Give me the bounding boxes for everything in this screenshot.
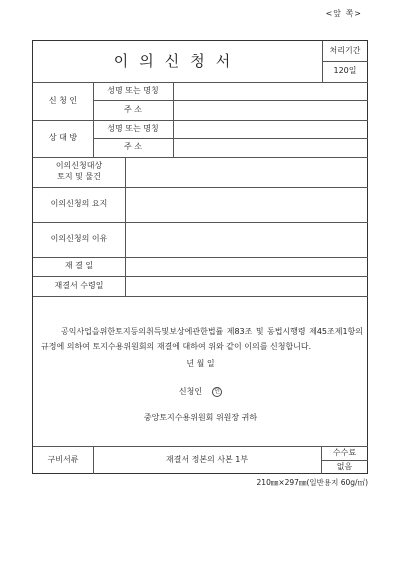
- fee-label: 수수료: [332, 447, 357, 457]
- counterparty-name-label: 성명 또는 명칭: [107, 123, 159, 133]
- object-label-line2: 토지 및 물건: [57, 172, 101, 181]
- statement-text: 공익사업을위한토지등의취득및보상에관한법률 제83조 및 동법시행령 제45조제1항의 규정에 의하여 토지수용위원회의 재결에 대하여 위와 같이 이의를 신청합니다.: [41, 327, 363, 352]
- rule: [93, 138, 368, 139]
- signer-label: 신청인: [178, 386, 203, 396]
- rule: [33, 157, 368, 158]
- counterparty-address-label: 주 소: [124, 142, 142, 152]
- page-side-label: <앞 쪽>: [325, 9, 362, 18]
- addressee: 중앙토지수용위원회 위원장 귀하: [143, 412, 258, 422]
- rule: [93, 100, 368, 101]
- attachments-value: 재결서 정본의 사본 1부: [165, 454, 249, 464]
- reason-field[interactable]: [125, 222, 368, 257]
- rule: [33, 446, 368, 447]
- object-field[interactable]: [125, 157, 368, 187]
- seal-icon: 인: [212, 387, 222, 397]
- rule: [33, 120, 368, 121]
- signer-line: [33, 385, 368, 399]
- rule: [321, 446, 322, 474]
- processing-period-label: 처리기간: [329, 45, 361, 55]
- objection-form: [32, 40, 368, 474]
- ruling-date-label: 재 결 일: [64, 261, 94, 271]
- ruling-date-field[interactable]: [125, 257, 368, 276]
- processing-period-value: 120일: [333, 66, 357, 76]
- counterparty-address-field[interactable]: [173, 138, 368, 157]
- rule: [173, 82, 174, 157]
- applicant-name-field[interactable]: [173, 82, 368, 100]
- object-label-line1: 이의신청대상: [55, 161, 103, 171]
- fee-value: 없음: [336, 461, 353, 471]
- applicant-name-label: 성명 또는 명칭: [107, 85, 159, 95]
- gist-label: 이의신청의 요지: [50, 199, 108, 209]
- rule: [33, 82, 368, 83]
- reason-label: 이의신청의 이유: [50, 234, 108, 244]
- applicant-label: 신 청 인: [48, 95, 78, 105]
- counterparty-name-field[interactable]: [173, 120, 368, 138]
- rule: [93, 82, 94, 157]
- applicant-address-field[interactable]: [173, 100, 368, 120]
- rule: [125, 157, 126, 296]
- rule: [322, 41, 323, 82]
- gist-field[interactable]: [125, 187, 368, 222]
- attachments-label: 구비서류: [47, 454, 79, 464]
- rule: [321, 460, 368, 461]
- object-label: [33, 157, 125, 187]
- counterparty-label: 상 대 방: [48, 133, 78, 143]
- receipt-date-label: 재결서 수령일: [54, 280, 104, 290]
- rule: [33, 187, 368, 188]
- date-line: 년 월 일: [186, 358, 215, 368]
- paper-spec: 210㎜×297㎜(일반용지 60g/㎡): [256, 478, 368, 487]
- rule: [322, 61, 368, 62]
- rule: [33, 296, 368, 297]
- rule: [33, 257, 368, 258]
- receipt-date-field[interactable]: [125, 276, 368, 296]
- rule: [93, 446, 94, 474]
- rule: [33, 222, 368, 223]
- applicant-address-label: 주 소: [124, 104, 142, 114]
- form-title: 이의신청서: [113, 52, 242, 71]
- rule: [33, 276, 368, 277]
